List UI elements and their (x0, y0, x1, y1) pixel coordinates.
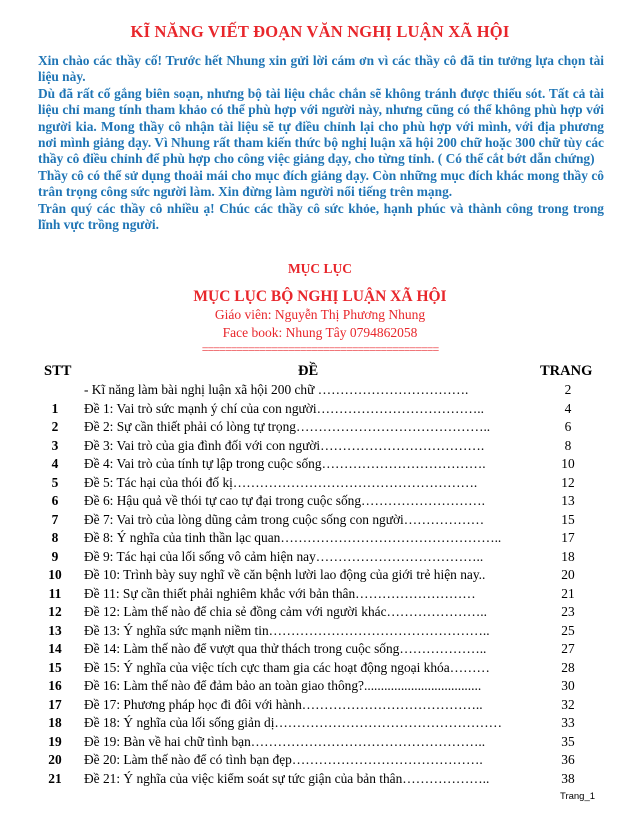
toc-row-page: 25 (561, 622, 575, 638)
toc-row-title: Đề 5: Tác hại của thói đố kị………………………………………………. (84, 474, 478, 490)
toc-row-page: 35 (561, 733, 575, 749)
toc-row-page: 27 (561, 641, 575, 656)
intro-paragraph: Trân quý các thầy cô nhiều ạ! Chúc các thầy cô sức khỏe, hạnh phúc và thành công trong trong lĩnh vực trồng người. (38, 200, 604, 233)
toc-row (0, 511, 640, 528)
toc-row-title: Đề 21: Ý nghĩa của việc kiểm soát sự tức giận của bản thân……………….. (84, 770, 490, 786)
toc-row-title: Đề 20: Làm thế nào để có tình bạn đẹp……………………………………. (84, 752, 483, 767)
toc-row-title: Đề 12: Làm thế nào để chia sẻ đồng cảm với người khác………………….. (84, 604, 487, 619)
toc-row-page: 13 (561, 493, 575, 508)
toc-row (0, 733, 640, 750)
toc-row-title: Đề 2: Sự cần thiết phải có lòng tự trọng…………………………………….. (84, 419, 491, 434)
toc-row-number: 4 (51, 456, 59, 471)
page-number: Trang_1 (560, 791, 596, 802)
toc-row-number: 9 (51, 548, 59, 564)
divider: ========================================= (201, 342, 439, 356)
toc-row-page: 6 (564, 419, 572, 434)
toc-row (0, 492, 640, 509)
teacher-name: Giáo viên: Nguyễn Thị Phương Nhung (214, 307, 426, 322)
toc-row-page: 10 (561, 456, 575, 471)
document-title: KĨ NĂNG VIẾT ĐOẠN VĂN NGHỊ LUẬN XÃ HỘI (130, 22, 510, 41)
toc-row-title: Đề 7: Vai trò của lòng dũng cảm trong cuộc sống con người……………… (84, 511, 485, 527)
toc-row-number: 18 (48, 715, 62, 730)
toc-row-page: 12 (561, 474, 575, 490)
toc-row (0, 714, 640, 731)
toc-row-page: 15 (561, 511, 575, 527)
intro-section (38, 53, 604, 233)
toc-row-number: 1 (51, 400, 59, 416)
toc-row-title: Đề 11: Sự cần thiết phải nghiêm khắc với bản thân……………………… (84, 585, 476, 601)
toc-row-number: 8 (51, 530, 59, 545)
toc-row-page: 21 (561, 585, 575, 601)
toc-row (0, 455, 640, 472)
toc-row-number: 14 (48, 641, 62, 656)
toc-row-title: Đề 17: Phương pháp học đi đôi với hành………………………………….. (84, 696, 483, 712)
toc-row-number: 19 (48, 733, 62, 749)
column-header-de: ĐỀ (298, 363, 319, 379)
toc-row (0, 474, 640, 491)
toc-row-number: 6 (51, 493, 59, 508)
toc-row-number: 5 (51, 474, 59, 490)
toc-row-page: 30 (561, 678, 575, 693)
toc-row-page: 38 (561, 770, 575, 786)
intro-paragraph: Thầy cô có thể sử dụng thoải mái cho mục đích giảng dạy. Còn những mục đích khác mong thầy cô trân trọng công sức người làm. Xin đừng làm người nổi tiếng trên mạng. (38, 167, 604, 200)
toc-row-title: Đề 10: Trình bày suy nghĩ về căn bệnh lười lao động của giới trẻ hiện nay.. (84, 567, 486, 582)
toc-row-page: 18 (561, 548, 575, 564)
toc-row-number: 20 (48, 752, 62, 767)
toc-row-title: - Kĩ năng làm bài nghị luận xã hội 200 chữ ……………………………. (84, 382, 469, 397)
toc-row-title: Đề 16: Làm thế nào để đảm bảo an toàn giao thông?................................... (84, 678, 482, 693)
intro-paragraph: Xin chào các thầy cố! Trước hết Nhung xin gửi lời cám ơn vì các thầy cô đã tin tưởng lựa chọn tài liệu này. (38, 53, 604, 85)
toc-row-page: 32 (561, 696, 575, 712)
toc-row (0, 566, 640, 583)
toc-row (0, 400, 640, 417)
toc-row-title: Đề 8: Ý nghĩa của tinh thần lạc quan………………………………………….. (84, 530, 502, 545)
toc-row-number: 3 (51, 437, 59, 453)
toc-row-title: Đề 19: Bàn về hai chữ tình bạn…………………………………………….. (84, 733, 486, 749)
toc-row (0, 696, 640, 713)
toc-row-page: 20 (561, 567, 575, 582)
toc-row-number: 12 (48, 604, 62, 619)
facebook-contact: Face book: Nhung Tây 0794862058 (222, 325, 418, 340)
toc-heading: MỤC LỤC (287, 261, 353, 276)
toc-row (0, 603, 640, 620)
column-header-trang: TRANG (540, 363, 593, 379)
toc-row-page: 33 (561, 715, 575, 730)
toc-row-title: Đề 3: Vai trò của gia đình đối với con người………………………………. (84, 437, 485, 453)
toc-row-number: 13 (48, 622, 62, 638)
toc-row-page: 8 (564, 437, 572, 453)
toc-row-page: 23 (561, 604, 575, 619)
toc-row (0, 640, 640, 657)
toc-row-title: Đề 9: Tác hại của lối sống vô cảm hiện nay……………………………….. (84, 548, 484, 564)
toc-row-number: 21 (48, 770, 62, 786)
toc-row-number: 11 (48, 585, 62, 601)
toc-row (0, 548, 640, 565)
intro-paragraph: Dù đã rất cố gắng biên soạn, nhưng bộ tài liệu chắc chắn sẽ không tránh được thiếu sót. Tất cả tài liệu chỉ mang tính tham khảo có thể phù hợp với người này, nhưng cũng có thể không phù hợp với người kia. Mong thầy cô nhận tài liệu sẽ tự điều chỉnh lại cho phù hợp với mình, với địa phương nơi mình giảng dạy. Vì Nhung rất tham kiến thức bộ nghị luận xã hội 200 chữ hoặc 300 chữ tùy các thầy cô điều chỉnh để phù hợp cho công việc giảng dạy, cho từng tỉnh. ( Có thể cắt bớt dẫn chứng) (38, 85, 604, 167)
toc-row-page: 4 (564, 400, 572, 416)
toc-row-number: 10 (48, 567, 62, 582)
toc-row (0, 770, 640, 787)
toc-row-title: Đề 18: Ý nghĩa của lối sống giản dị…………………………………………… (84, 715, 503, 730)
column-header-stt: STT (44, 363, 72, 379)
toc-row (0, 659, 640, 676)
book-title: MỤC LỤC BỘ NGHỊ LUẬN XÃ HỘI (193, 288, 447, 305)
toc-row (0, 751, 640, 768)
toc-row-page: 28 (561, 659, 575, 675)
toc-row-title: Đề 6: Hậu quả về thói tự cao tự đại trong cuộc sống………………………. (84, 493, 485, 508)
toc-row-title: Đề 15: Ý nghĩa của việc tích cực tham gia các hoạt động ngoại khóa……… (84, 659, 490, 675)
toc-row-number: 17 (48, 696, 62, 712)
toc-row (0, 585, 640, 602)
toc-row (0, 418, 640, 435)
toc-row-page: 2 (564, 382, 572, 397)
toc-row-number: 2 (51, 419, 59, 434)
toc-row-title: Đề 13: Ý nghĩa sức mạnh niềm tin………………………………………….. (84, 622, 490, 638)
toc-row-title: Đề 14: Làm thế nào để vượt qua thử thách trong cuộc sống……………….. (84, 641, 487, 656)
toc-row-page: 17 (561, 530, 575, 545)
toc-row (0, 622, 640, 639)
toc-row (0, 677, 640, 694)
toc-row-number: 16 (48, 678, 62, 693)
toc-row-title: Đề 4: Vai trò của tính tự lập trong cuộc sống………………………………. (84, 456, 486, 471)
toc-row (0, 529, 640, 546)
toc-row-number: 7 (51, 511, 59, 527)
toc-row-page: 36 (561, 752, 575, 767)
toc-row-number: 15 (48, 659, 62, 675)
toc-row (0, 381, 640, 398)
toc-row (0, 437, 640, 454)
toc-row-title: Đề 1: Vai trò sức mạnh ý chí của con người……………………………….. (84, 400, 484, 416)
